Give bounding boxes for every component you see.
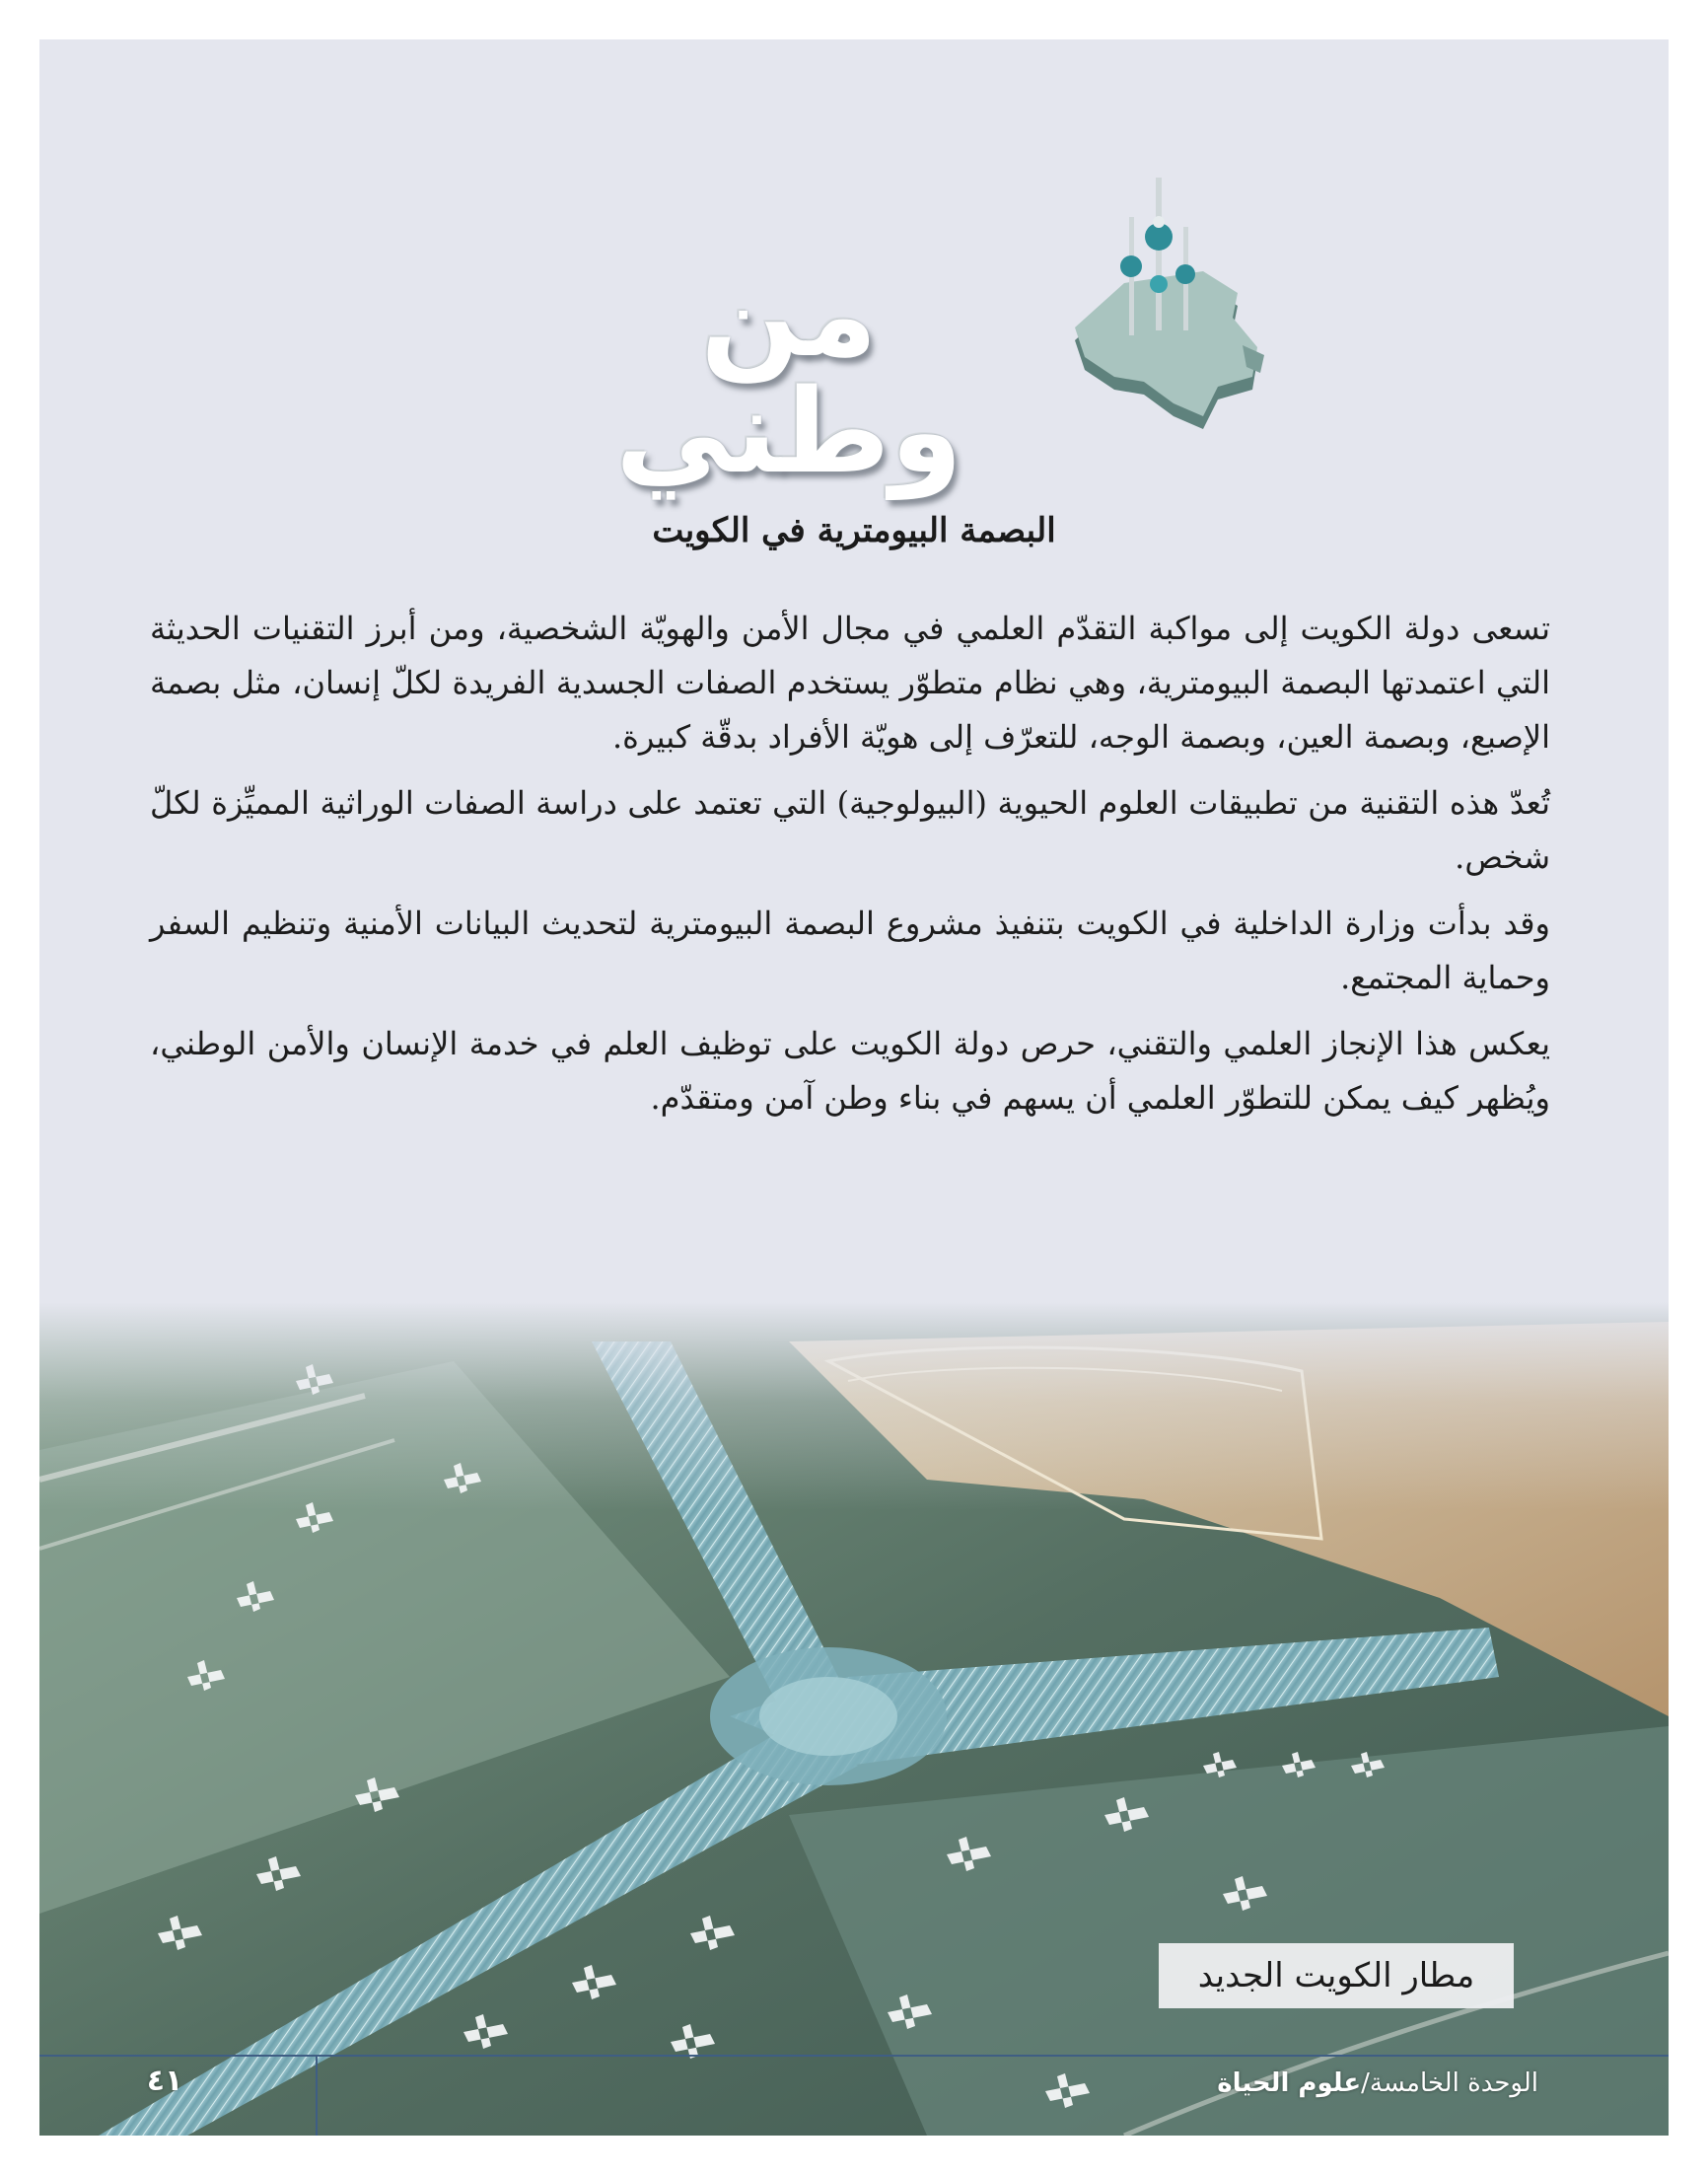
image-caption: مطار الكويت الجديد [1159, 1943, 1514, 2008]
footer-subject: علوم الحياة [1217, 2068, 1362, 2098]
paragraph: وقد بدأت وزارة الداخلية في الكويت بتنفيذ مشروع البصمة البيومترية لتحديث البيانات الأمنية وتنظيم السفر وحماية المجتمع. [150, 905, 1550, 996]
page-number: ٤١ [146, 2064, 183, 2098]
footer-unit-label: الوحدة الخامسة/ [1361, 2068, 1538, 2098]
page [39, 39, 1669, 2136]
article-body [150, 602, 1550, 1137]
paragraph: تسعى دولة الكويت إلى مواكبة التقدّم العلمي في مجال الأمن والهويّة الشخصية، ومن أبرز التقنيات الحديثة التي اعتمدتها البصمة البيومترية، وهي نظام متطوّر يستخدم الصفات الجسدية الفريدة لكلّ إنسان، مثل بصمة الإصبع، وبصمة العين، وبصمة الوجه، للتعرّف إلى هويّة الأفراد بدقّة كبيرة. [150, 610, 1551, 756]
banner-title: من وطني [614, 247, 963, 499]
airport-aerial-image [39, 1302, 1669, 2136]
paragraph: تُعدّ هذه التقنية من تطبيقات العلوم الحيوية (البيولوجية) التي تعتمد على دراسة الصفات الوراثية المميِّزة لكلّ شخص. [150, 784, 1550, 876]
footer-divider [316, 2055, 318, 2136]
article-title: البصمة البيومترية في الكويت [652, 511, 1056, 550]
footer-rule [39, 2055, 1669, 2057]
kuwait-map-icon [1055, 158, 1272, 444]
paragraph: يعكس هذا الإنجاز العلمي والتقني، حرص دولة الكويت على توظيف العلم في خدمة الإنسان والأمن الوطني، ويُظهر كيف يمكن للتطوّر العلمي أن يسهم في بناء وطن آمن ومتقدّم. [150, 1025, 1550, 1117]
section-banner [523, 158, 1272, 499]
footer-unit [1164, 2068, 1538, 2098]
